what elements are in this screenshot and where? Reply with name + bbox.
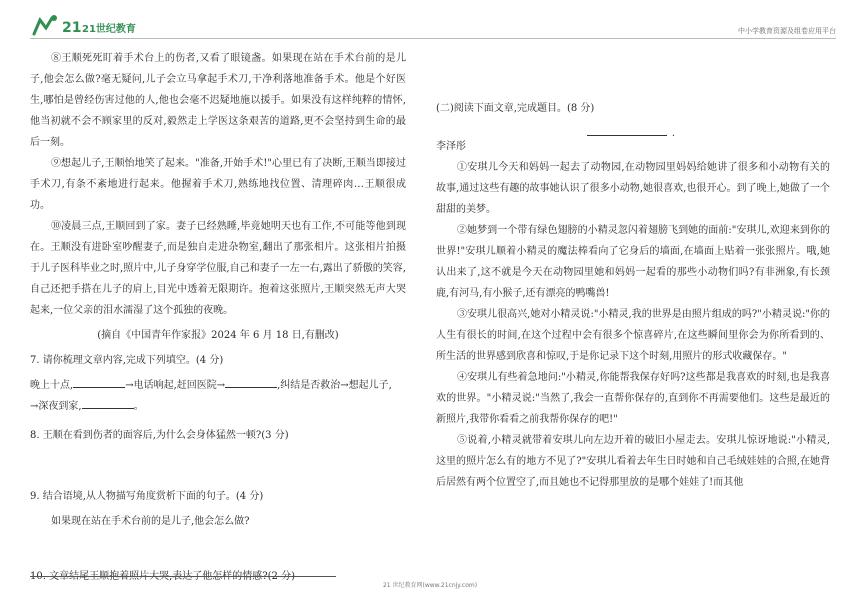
title-dot: . [671, 128, 675, 139]
left-column [30, 48, 406, 587]
header-platform-text: 中小学教育资源及组卷应用平台 [738, 27, 836, 35]
svg-text:21: 21 [62, 20, 82, 36]
question-8: 8. 王顺在看到伤者的面容后,为什么会身体猛然一顿?(3 分) [30, 430, 289, 441]
title-blank[interactable] [587, 123, 675, 139]
right-paragraph-4: ④安琪儿有些着急地问:"小精灵,你能帮我保存好吗?这些都是我喜欢的时刻,也是我喜欢的世界。"小精灵说:"当然了,我会一直帮你保存的,直到你不再需要他们。这些是最近的新照片,我带你看看之前我帮你保存的吧!" [436, 372, 830, 425]
answer-space-9 [30, 532, 406, 566]
question-9-quote: 如果现在站在手术台前的是儿子,他会怎么做? [51, 516, 250, 527]
q7-blank-2[interactable] [225, 375, 277, 388]
footer-text: 21 世纪教育网(www.21cnjy.com) [382, 582, 478, 589]
header-divider [30, 38, 836, 39]
question-7-fill-2 [30, 396, 406, 417]
question-7-fill [30, 375, 406, 396]
question-10: 10. 文章结尾王顺抱着照片大哭,表达了他怎样的情感?(2 分) [30, 571, 295, 582]
answer-space-8 [30, 446, 406, 486]
paragraph-8: ⑧王顺死死盯着手术台上的伤者,又看了眼镜盏。如果现在站在手术台前的是儿子,他会怎么做?毫无疑问,儿子会立马拿起手术刀,干净利落地准备手术。他是个好医生,哪怕是曾经伤害过他的人,他也会毫不迟疑地施以援手。如果没有这样纯粹的情怀,他当初就不会不顾家里的反对,毅然走上学医这条艰苦的道路,更不会坚持到生命的最后一刻。 [30, 53, 406, 148]
q7-text-c: ,纠结是否救治→想起儿子, [277, 380, 392, 391]
paragraph-9: ⑨想起儿子,王顺怡地笑了起来。"准备,开始手术!"心里已有了决断,王顺当即接过手术刀,有条不紊地进行起来。他握着手术刀,熟练地找位置、清理碎肉…王顺很成功。 [30, 158, 406, 211]
q7-blank-1[interactable] [73, 375, 125, 388]
logo-text: 21世纪教育 [82, 24, 136, 35]
footer-divider [30, 576, 336, 577]
q7-blank-3[interactable] [82, 396, 134, 409]
right-column [436, 98, 830, 493]
q7-text-d: →深夜到家, [30, 401, 82, 412]
section-heading: (二)阅读下面文章,完成题目。(8 分) [436, 103, 595, 114]
author: 李泽彤 [436, 141, 466, 152]
right-paragraph-1: ①安琪儿今天和妈妈一起去了动物园,在动物园里妈妈给她讲了很多和小动物有关的故事,通过这些有趣的故事她认识了很多小动物,她很喜欢,也很开心。到了晚上,她做了一个甜甜的美梦。 [436, 162, 830, 215]
question-7: 7. 请你梳理文章内容,完成下列填空。(4 分) [30, 355, 224, 366]
right-paragraph-3: ③安琪儿很高兴,她对小精灵说:"小精灵,我的世界是由照片组成的吗?"小精灵说:"你的人生有很长的时间,在这个过程中会有很多个惊喜碎片,在这些瞬间里你会为你所看到的、所生活的世界感到欣喜和惊叹,于是你记录下这个时刻,用照片的形式收藏保存。" [436, 309, 830, 362]
q7-text-a: 晚上十点, [30, 380, 74, 391]
paragraph-10: ⑩凌晨三点,王顺回到了家。妻子已经熟睡,毕竟她明天也有工作,不可能等他到现在。王顺没有进卧室吵醒妻子,而是独自走进杂物室,翻出了那张相片。这张相片拍摄于儿子医科毕业之时,照片中,儿子身穿学位服,自己和妻子一左一右,露出了骄傲的笑容,自己还把手搭在儿子的肩上,目光中透着无限期许。抱着这张照片,王顺突然无声大哭起来,一位父亲的泪水濡湿了这个孤独的夜晚。 [30, 221, 406, 316]
right-paragraph-2: ②她梦到一个带有绿色翅膀的小精灵忽闪着翅膀飞到她的面前:"安琪儿,欢迎来到你的世界!"安琪儿顺着小精灵的魔法棒看向了它身后的墙面,在墙面上贴着一张张照片。哦,她认出来了,这不就是今天在动物园里她和妈妈一起看的那些小动物们吗?有非洲象,有长颈鹿,有河马,有小猴子,还有漂亮的鸭嘴兽! [436, 225, 830, 299]
q7-text-e: 。 [133, 401, 144, 412]
q7-text-b: →电话响起,赶回医院→ [125, 380, 226, 391]
right-paragraph-5: ⑤说着,小精灵就带着安琪儿向左边开着的破旧小屋走去。安琪儿惊讶地说:"小精灵,这里的照片怎么有的地方不见了?"安琪儿看着去年生日时她和自己毛绒娃娃的合照,在她背后居然有两个位置空了,而且她也不记得那里放的是哪个娃娃了!而其他 [436, 435, 830, 488]
source-citation: (摘自《中国青年作家报》2024 年 6 月 18 日,有删改) [97, 330, 339, 341]
question-9: 9. 结合语境,从人物描写角度赏析下面的句子。(4 分) [30, 491, 264, 502]
